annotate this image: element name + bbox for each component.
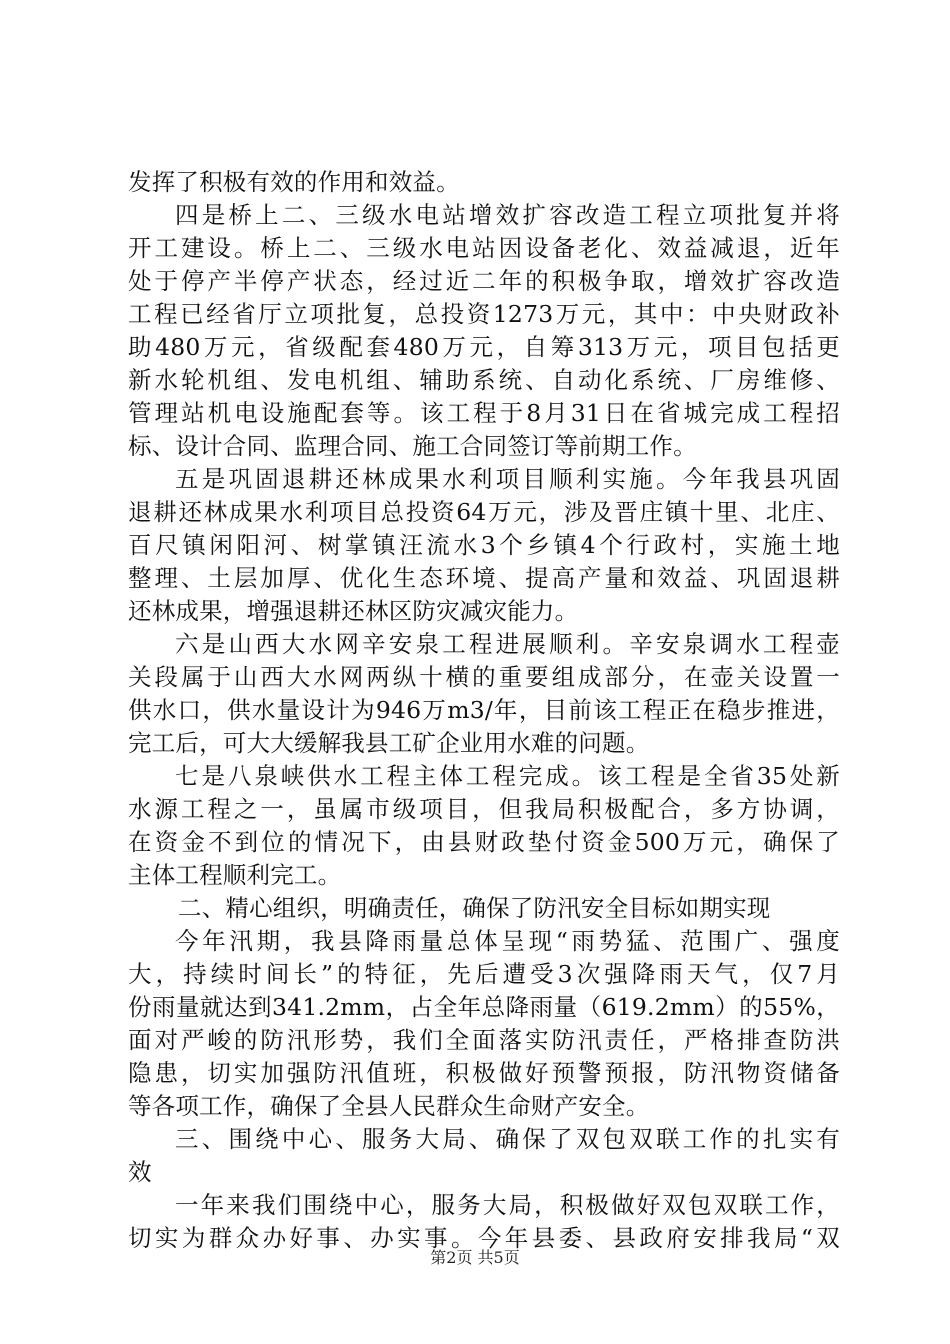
text-line: 发挥了积极有效的作用和效益。 — [128, 168, 460, 196]
text-line: 新水轮机组、发电机组、辅助系统、自动化系统、厂房维修、 — [128, 366, 840, 394]
text-line: 标、设计合同、监理合同、施工合同签订等前期工作。 — [128, 432, 697, 460]
text-line: 百尺镇闲阳河、树掌镇汪流水3个乡镇4个行政村，实施土地 — [128, 531, 840, 559]
text-line: 还林成果，增强退耕还林区防灾减灾能力。 — [128, 597, 579, 625]
text-line: 隐患，切实加强防汛值班，积极做好预警预报，防汛物资储备 — [128, 1059, 840, 1087]
text-line: 工程已经省厅立项批复，总投资1273万元，其中：中央财政补 — [128, 300, 840, 328]
text-line: 大，持续时间长”的特征，先后遭受3次强降雨天气，仅7月 — [128, 960, 840, 988]
text-line: 份雨量就达到341.2mm，占全年总降雨量（619.2mm）的55%， — [128, 993, 840, 1021]
text-line: 关段属于山西大水网两纵十横的重要组成部分，在壶关设置一 — [128, 663, 840, 691]
text-line: 切实为群众办好事、办实事。今年县委、县政府安排我局“双 — [128, 1224, 840, 1252]
document-body — [128, 166, 840, 1255]
text-line: 一年来我们围绕中心，服务大局，积极做好双包双联工作， — [175, 1191, 840, 1219]
text-line: 二、精心组织，明确责任，确保了防汛安全目标如期实现 — [178, 894, 771, 922]
text-line: 处于停产半停产状态，经过近二年的积极争取，增效扩容改造 — [128, 267, 840, 295]
text-line: 管理站机电设施配套等。该工程于8月31日在省城完成工程招 — [128, 399, 840, 427]
text-line: 退耕还林成果水利项目总投资64万元，涉及晋庄镇十里、北庄、 — [128, 498, 840, 526]
text-line: 主体工程顺利完工。 — [128, 861, 342, 889]
text-line: 四是桥上二、三级水电站增效扩容改造工程立项批复并将 — [175, 201, 840, 229]
page-footer: 第2页 共5页 — [430, 1248, 520, 1267]
text-line: 水源工程之一，虽属市级项目，但我局积极配合，多方协调， — [128, 795, 840, 823]
text-line: 效 — [128, 1158, 152, 1186]
text-line: 三、围绕中心、服务大局、确保了双包双联工作的扎实有 — [175, 1125, 840, 1153]
text-line: 供水口，供水量设计为946万m3/年，目前该工程正在稳步推进， — [128, 696, 840, 724]
text-line: 开工建设。桥上二、三级水电站因设备老化、效益减退，近年 — [128, 234, 840, 262]
text-line: 在资金不到位的情况下，由县财政垫付资金500万元，确保了 — [128, 828, 840, 856]
text-line: 助480万元，省级配套480万元，自筹313万元，项目包括更 — [128, 333, 840, 361]
text-line: 等各项工作，确保了全县人民群众生命财产安全。 — [128, 1092, 650, 1120]
text-line: 面对严峻的防汛形势，我们全面落实防汛责任，严格排查防洪 — [128, 1026, 840, 1054]
text-line: 整理、土层加厚、优化生态环境、提高产量和效益、巩固退耕 — [128, 564, 840, 592]
text-line: 完工后，可大大缓解我县工矿企业用水难的问题。 — [128, 729, 650, 757]
text-line: 七是八泉峡供水工程主体工程完成。该工程是全省35处新 — [175, 762, 840, 790]
text-line: 六是山西大水网辛安泉工程进展顺利。辛安泉调水工程壶 — [175, 630, 840, 658]
text-line: 今年汛期，我县降雨量总体呈现“雨势猛、范围广、强度 — [175, 927, 840, 955]
text-line: 五是巩固退耕还林成果水利项目顺利实施。今年我县巩固 — [175, 465, 840, 493]
